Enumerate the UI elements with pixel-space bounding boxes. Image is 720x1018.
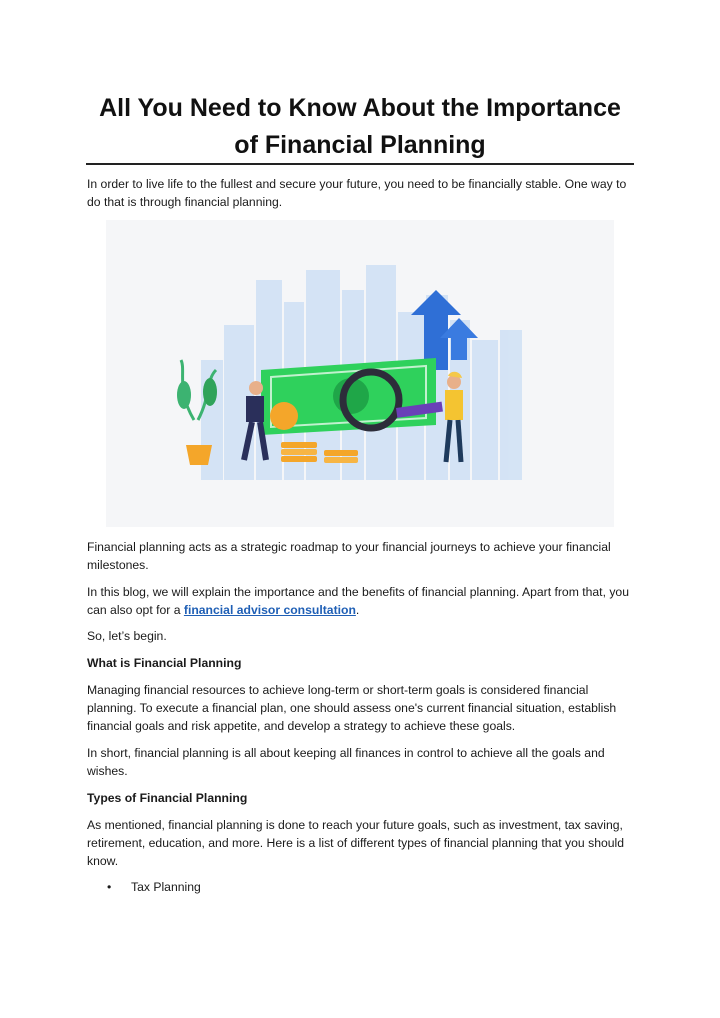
financial-planning-illustration [106,220,614,527]
document-title [86,90,634,164]
blog-intro-text: In this blog, we will explain the importance and the benefits of financial planning. Apart from that, you can also opt for a [87,585,629,617]
bullet-icon: • [107,880,112,894]
hero-illustration [106,220,614,527]
heading-types: Types of Financial Planning [87,791,248,805]
list-item [107,878,201,896]
paragraph-types-intro: As mentioned, financial planning is done to reach your future goals, such as investment, tax saving, retirement, education, and more. Here is a list of different types of financial planning that you should know. [87,818,625,868]
intro-paragraph: In order to live life to the fullest and secure your future, you need to be financially stable. One way to do that is through financial planning. [87,177,627,209]
paragraph-in-short: In short, financial planning is all about keeping all finances in control to achieve all the goals and wishes. [87,746,605,778]
blog-intro-period: . [355,603,360,617]
paragraph-begin: So, let’s begin. [87,629,167,643]
paragraph-roadmap: Financial planning acts as a strategic roadmap to your financial journeys to achieve your financial milestones. [87,540,611,572]
paragraph-blog-intro [87,583,635,619]
title-divider [86,163,634,165]
list-item-label: Tax Planning [131,880,201,894]
heading-what-is: What is Financial Planning [87,656,242,670]
financial-advisor-link[interactable]: financial advisor consultation [183,603,356,617]
title-line-1: All You Need to Know About the Importance [99,94,621,122]
title-line-2: of Financial Planning [234,131,486,159]
paragraph-definition: Managing financial resources to achieve long-term or short-term goals is considered financial planning. To execute a financial plan, one should assess one's current financial situation, establish financial goals and risk appetite, and develop a strategy to achieve these goals. [87,683,617,733]
